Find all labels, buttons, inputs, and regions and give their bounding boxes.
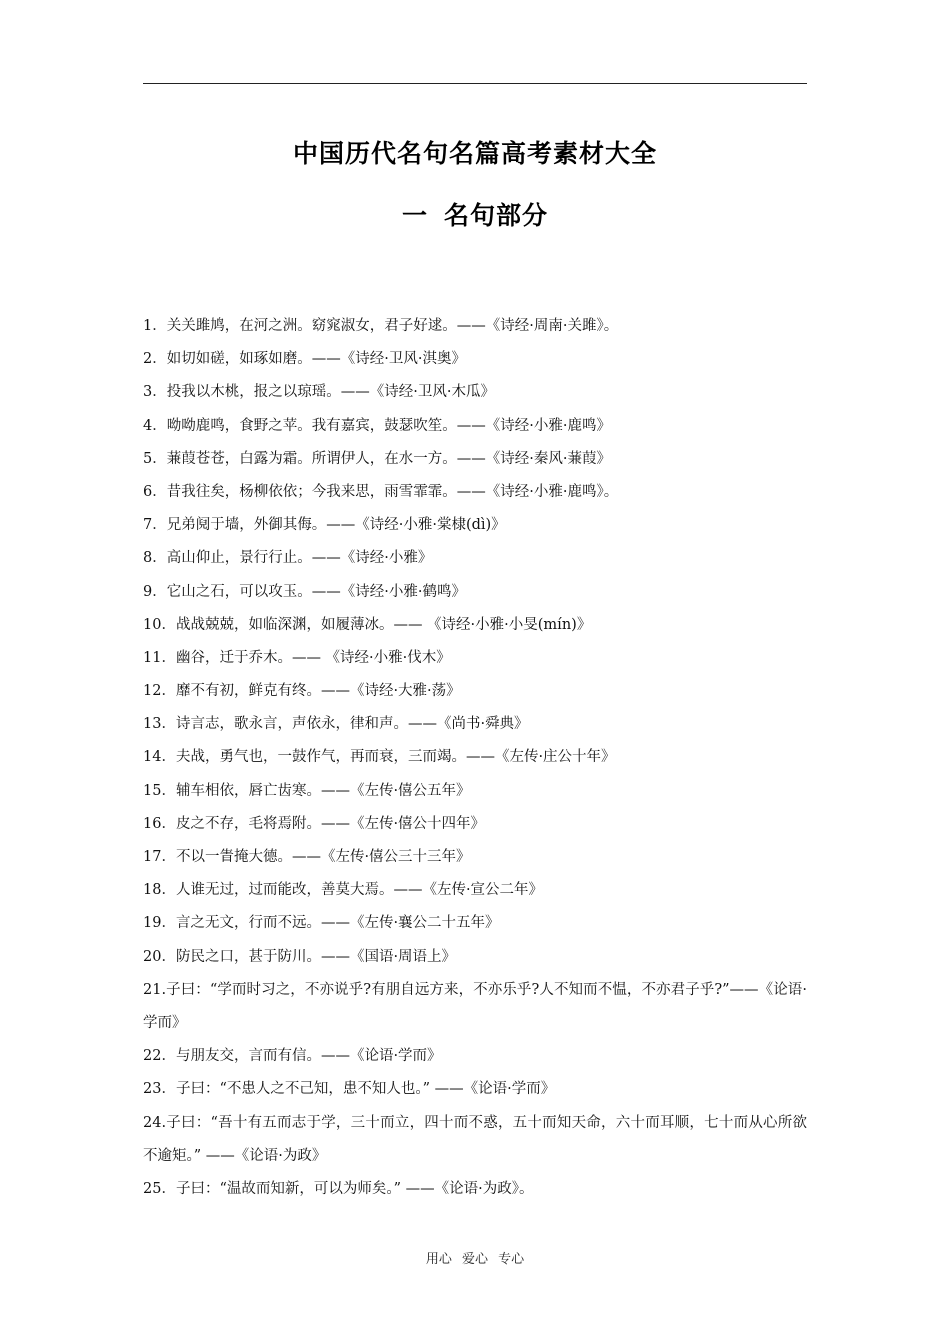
quote-entry-6: 6．昔我往矣，杨柳依依；今我来思，雨雪霏霏。——《诗经·小雅·鹿鸣》。: [143, 483, 619, 500]
section-number: 一: [401, 201, 428, 230]
quote-entry-9: 9．它山之石，可以攻玉。——《诗经·小雅·鹤鸣》: [143, 583, 466, 600]
quote-list: [143, 310, 807, 1206]
quote-entry-22: 22．与朋友交，言而有信。——《论语·学而》: [143, 1048, 442, 1065]
quote-entry-25: 25．子曰：“温故而知新，可以为师矣。” ——《论语·为政》。: [143, 1180, 534, 1197]
quote-entry-2: 2．如切如磋，如琢如磨。——《诗经·卫风·淇奥》: [143, 351, 466, 368]
quote-entry-3: 3．投我以木桃，报之以琼瑶。——《诗经·卫风·木瓜》: [143, 384, 495, 401]
quote-entry-5: 5．蒹葭苍苍，白露为霜。所谓伊人，在水一方。——《诗经·秦风·蒹葭》: [143, 450, 611, 467]
quote-entry-18: 18．人谁无过，过而能改，善莫大焉。——《左传·宣公二年》: [143, 882, 544, 899]
section-heading: [0, 196, 950, 232]
quote-entry-14: 14．夫战，勇气也，一鼓作气，再而衰，三而竭。——《左传·庄公十年》: [143, 749, 616, 766]
header-rule: [143, 83, 807, 84]
quote-entry-10: 10．战战兢兢，如临深渊，如履薄冰。—— 《诗经·小雅·小旻(mín)》: [143, 616, 592, 633]
quote-entry-1: 1．关关雎鸠，在河之洲。窈窕淑女，君子好逑。——《诗经·周南·关雎》。: [143, 318, 619, 334]
quote-entry-23: 23．子曰：“不患人之不己知，患不知人也。” ——《论语·学而》: [143, 1081, 556, 1098]
quote-entry-17: 17．不以一眚掩大德。——《左传·僖公三十三年》: [143, 849, 471, 865]
quote-entry-11: 11．幽谷，迁于乔木。—— 《诗经·小雅·伐木》: [143, 649, 451, 666]
quote-entry-12: 12．靡不有初，鲜克有终。——《诗经·大雅·荡》: [143, 683, 461, 700]
quote-entry-4: 4．呦呦鹿鸣，食野之苹。我有嘉宾，鼓瑟吹笙。——《诗经·小雅·鹿鸣》: [143, 417, 611, 434]
quote-entry-21: 21.子曰：“学而时习之，不亦说乎?有朋自远方来，不亦乐乎?人不知而不愠，不亦君子乎?”——《论语·学而》: [143, 981, 807, 1031]
quote-entry-13: 13．诗言志，歌永言，声依永，律和声。——《尚书·舜典》: [143, 716, 529, 733]
page-footer: 用心 爱心 专心: [425, 1252, 525, 1267]
quote-entry-15: 15．辅车相依，唇亡齿寒。——《左传·僖公五年》: [143, 782, 471, 799]
quote-entry-16: 16．皮之不存，毛将焉附。——《左传·僖公十四年》: [143, 815, 486, 832]
quote-entry-24: 24.子曰：“吾十有五而志于学，三十而立，四十而不惑，五十而知天命，六十而耳顺，七十而从心所欲不逾矩。” ——《论语·为政》: [143, 1114, 807, 1164]
quote-entry-7: 7．兄弟阋于墙，外御其侮。——《诗经·小雅·棠棣(dì)》: [143, 517, 506, 534]
section-name: 名句部分: [444, 201, 549, 230]
document-title: 中国历代名句名篇高考素材大全: [292, 139, 657, 168]
quote-entry-8: 8．高山仰止，景行行止。——《诗经·小雅》: [143, 550, 433, 567]
quote-entry-19: 19．言之无文，行而不远。——《左传·襄公二十五年》: [143, 915, 500, 932]
quote-entry-20: 20．防民之口，甚于防川。——《国语·周语上》: [143, 948, 457, 965]
